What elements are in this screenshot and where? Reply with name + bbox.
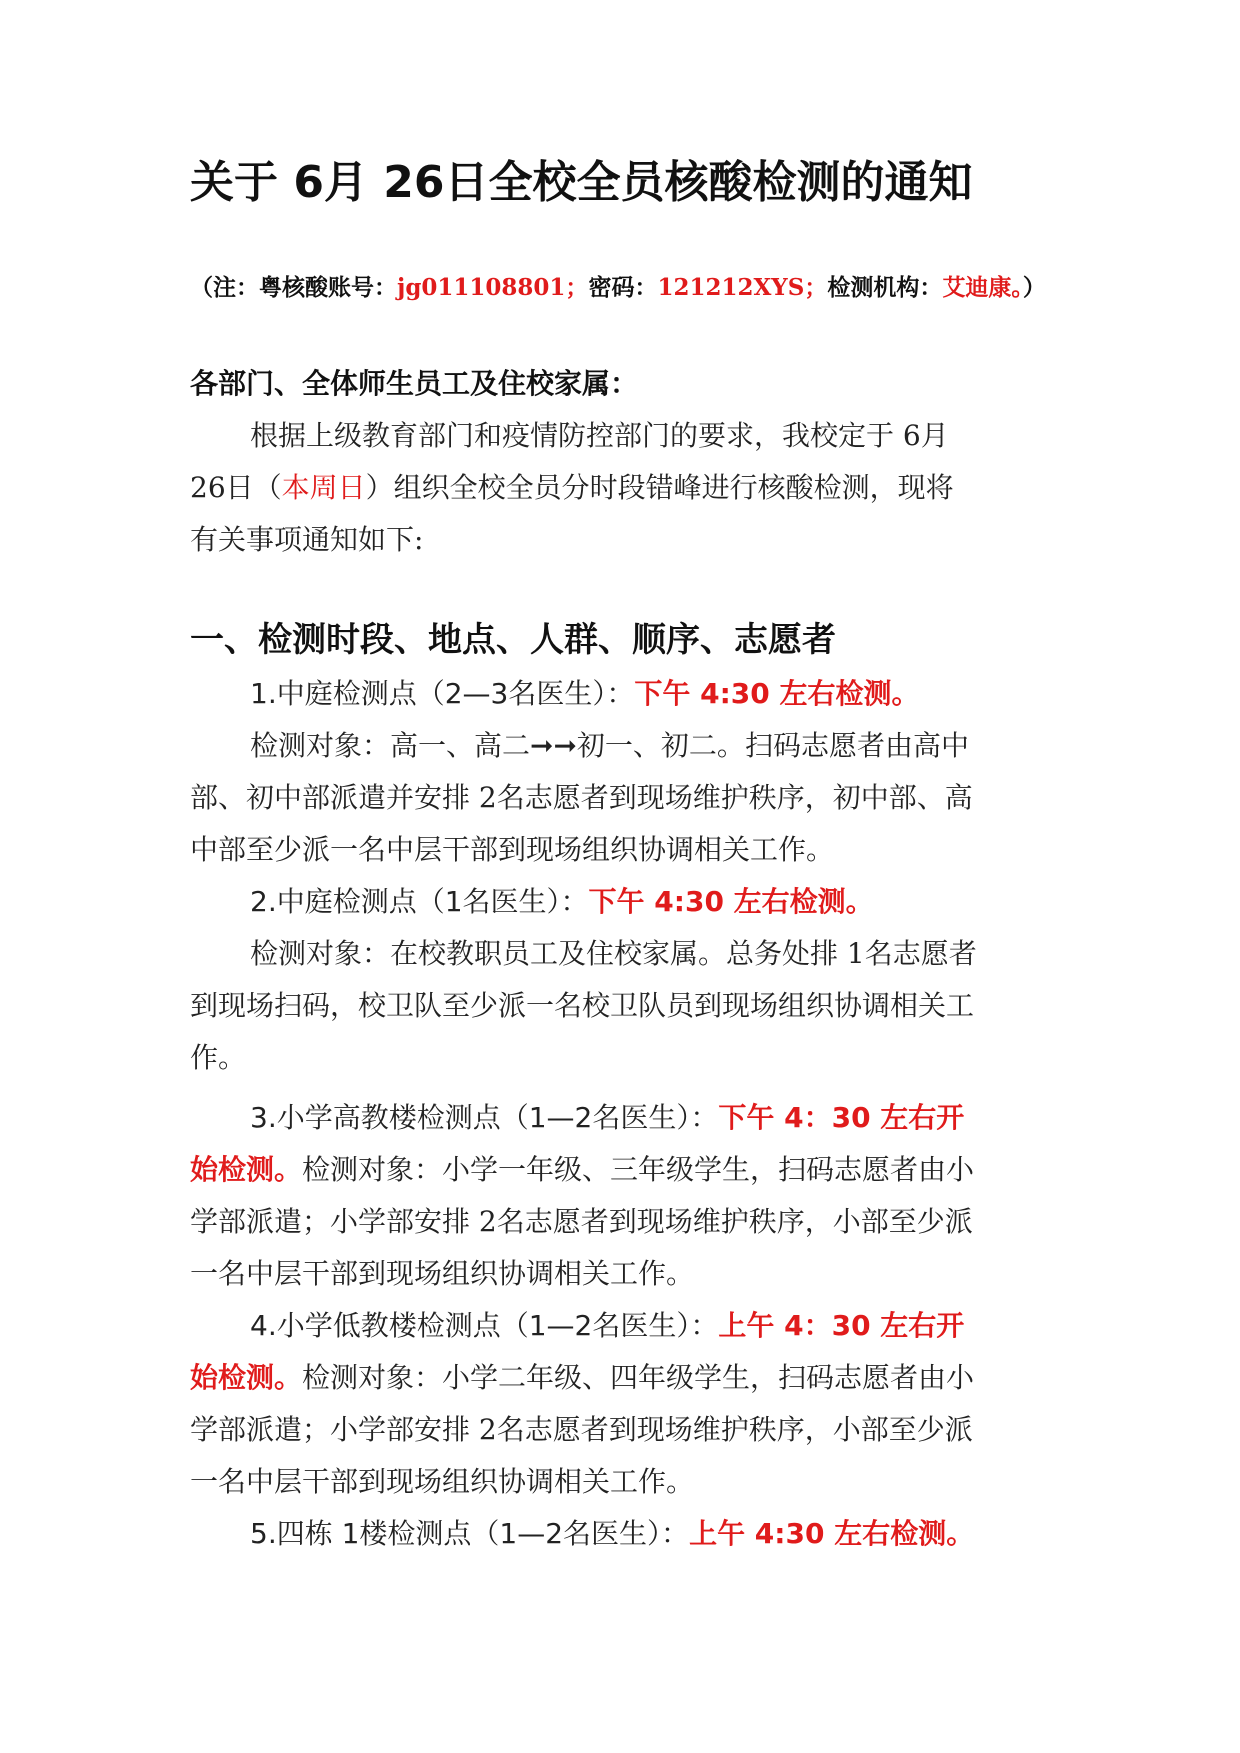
item-5-head: 5.四栋 1楼检测点（1—2名医生）： (250, 1517, 690, 1550)
item-4-line-3: 学部派遣；小学部安排 2名志愿者到现场维护秩序，小部至少派 (190, 1413, 973, 1446)
item-2-head-line (190, 876, 1070, 928)
item-1-head-line (190, 668, 1070, 720)
item-1-target: 检测对象：高一、高二➞➞初一、初二。 (250, 729, 745, 762)
note-close: ） (1022, 274, 1046, 301)
item-3-head: 3.小学高教楼检测点（1—2名医生）： (250, 1101, 719, 1134)
item-1-head: 1.中庭检测点（2—3名医生）： (250, 677, 635, 710)
item-3 (190, 1092, 1070, 1300)
item-2-time: 下午 4:30 左右检测。 (588, 885, 874, 918)
item-4-line-4: 一名中层干部到现场组织协调相关工作。 (190, 1465, 695, 1498)
note-account: jg011108801； (397, 274, 589, 301)
note-org-label: 检测机构： (827, 274, 943, 301)
intro-line-3: 有关事项通知如下: (190, 523, 424, 556)
item-2-head: 2.中庭检测点（1名医生）： (250, 885, 589, 918)
item-1-line-4: 中部至少派一名中层干部到现场组织协调相关工作。 (190, 833, 835, 866)
note-password: 121212XYS； (657, 274, 828, 301)
item-3-target-line (190, 1144, 1070, 1196)
account-note (190, 268, 1070, 308)
item-3-line-4: 一名中层干部到现场组织协调相关工作。 (190, 1257, 695, 1290)
item-2-target-line (190, 928, 1070, 980)
item-3-time-cont: 始检测。 (190, 1153, 303, 1186)
item-3-target: 检测对象：小学一年级、三年级学生， (302, 1153, 779, 1186)
item-1-line-3: 部、初中部派遣并安排 2名志愿者到现场维护秩序，初中部、高 (190, 781, 973, 814)
note-org: 艾迪康。 (942, 274, 1023, 301)
note-open: （注：粤核酸账号： (190, 274, 397, 301)
item-4-target-rest: 扫码志愿者由小 (778, 1361, 975, 1394)
intro-line-2-rest: ）组织全校全员分时段错峰进行核酸检测，现将 (365, 471, 954, 504)
item-3-time: 下午 4：30 左右开 (718, 1101, 965, 1134)
item-3-head-line (190, 1092, 1070, 1144)
note-password-label: 密码： (588, 274, 658, 301)
intro-line-1: 根据上级教育部门和疫情防控部门的要求，我校定于 6月 (250, 419, 949, 452)
item-4-target-line (190, 1352, 1070, 1404)
item-5 (190, 1508, 1070, 1560)
intro-paragraph (190, 410, 1070, 566)
intro-weekday: 本周日 (281, 471, 366, 504)
item-3-line-3: 学部派遣；小学部安排 2名志愿者到现场维护秩序，小部至少派 (190, 1205, 973, 1238)
item-2-line-4: 作。 (190, 1041, 247, 1074)
item-2-line-3: 到现场扫码，校卫队至少派一名校卫队员到现场组织协调相关工 (190, 989, 975, 1022)
item-4-head-line (190, 1300, 1070, 1352)
item-1-target-rest: 扫码志愿者由高中 (744, 729, 969, 762)
intro-line-2 (190, 462, 1070, 514)
item-2 (190, 876, 1070, 1084)
item-2-target: 检测对象：在校教职员工及住校家属。 (250, 937, 727, 970)
intro-date: 26日（ (190, 471, 282, 504)
item-4-target: 检测对象：小学二年级、四年级学生， (302, 1361, 779, 1394)
salutation: 各部门、全体师生员工及住校家属： (190, 367, 639, 400)
document-title: 关于 6月 26日全校全员核酸检测的通知 (190, 157, 973, 208)
section-heading: 一、检测时段、地点、人群、顺序、志愿者 (190, 620, 836, 660)
item-4-time-cont: 始检测。 (190, 1361, 303, 1394)
item-5-head-line (190, 1508, 1070, 1560)
item-1-time: 下午 4:30 左右检测。 (634, 677, 920, 710)
item-1 (190, 668, 1070, 876)
item-3-target-rest: 扫码志愿者由小 (778, 1153, 975, 1186)
item-2-target-rest: 总务处排 1名志愿者 (726, 937, 977, 970)
item-5-time: 上午 4:30 左右检测。 (689, 1517, 975, 1550)
item-4-head: 4.小学低教楼检测点（1—2名医生）： (250, 1309, 719, 1342)
item-4 (190, 1300, 1070, 1508)
item-1-target-line (190, 720, 1070, 772)
item-4-time: 上午 4：30 左右开 (718, 1309, 965, 1342)
